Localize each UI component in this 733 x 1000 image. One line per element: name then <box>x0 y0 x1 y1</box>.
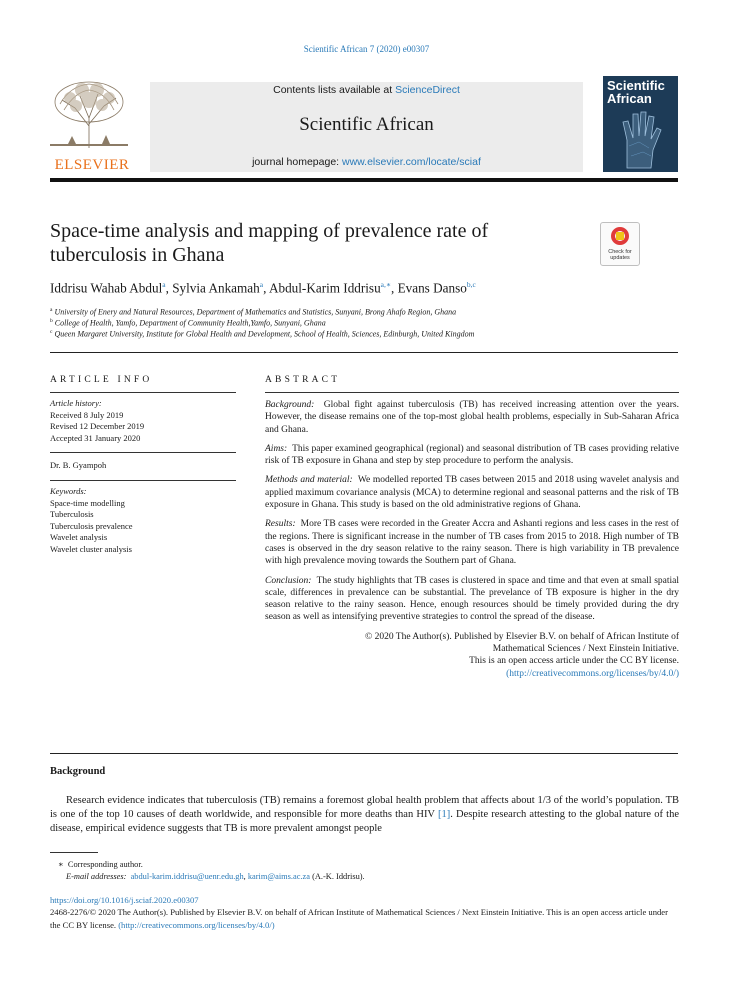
homepage-link[interactable]: www.elsevier.com/locate/sciaf <box>342 156 481 168</box>
author-name[interactable]: Iddrisu Wahab Abdul <box>50 280 163 296</box>
email-label: E-mail addresses: <box>66 872 127 882</box>
affiliation-mark: b <box>50 318 53 324</box>
author-list <box>50 280 680 296</box>
check-updates-label: Check for updates <box>608 249 632 261</box>
abstract-conclusion <box>265 575 679 624</box>
cover-title-1: Scientific <box>607 78 665 93</box>
keywords-label: Keywords: <box>50 485 87 496</box>
elsevier-tree-icon <box>50 78 128 150</box>
keyword: Space-time modelling <box>50 497 125 508</box>
abstract-end-divider <box>50 753 678 754</box>
license-line: © 2020 The Author(s). Published by Elsevier B.V. on behalf of African Institute of <box>365 631 679 642</box>
citation-link[interactable]: [1] <box>438 809 451 821</box>
affiliation-text: University of Enery and Natural Resources, Department of Mathematics and Statistics, Sunyani, Brong Ahafo Region, Ghana <box>54 307 457 317</box>
email-note <box>50 871 679 883</box>
abstract-label: Background: <box>265 400 315 410</box>
keyword: Tuberculosis <box>50 509 94 520</box>
abstract-label: Aims: <box>265 443 288 454</box>
email-link[interactable]: karim@aims.ac.za <box>247 872 310 882</box>
author-separator: , <box>390 280 398 296</box>
info-divider <box>50 480 236 481</box>
abstract-text: Global fight against tuberculosis (TB) has received increasing attention over the years. However, the disease remains one of the top-most global health problems, especially in Sub-Saharan Africa and Ghana. <box>265 400 679 435</box>
author-name[interactable]: Evans Danso <box>397 280 467 296</box>
article-info-heading: ARTICLE INFO <box>50 375 153 385</box>
affiliations-divider <box>50 352 678 353</box>
author-name[interactable]: Sylvia Ankamah <box>172 280 260 296</box>
copyright-line <box>50 906 679 931</box>
accepted-date: Accepted 31 January 2020 <box>50 432 141 443</box>
article-info-divider <box>50 392 236 393</box>
author-affiliation-mark[interactable]: b,c <box>466 280 476 289</box>
page-footer <box>50 894 679 931</box>
license-link[interactable]: (http://creativecommons.org/licenses/by/4.0/) <box>118 919 275 930</box>
footnotes <box>50 859 679 883</box>
affiliation-mark: a <box>50 307 53 313</box>
corresponding-author-note <box>50 859 679 871</box>
email-owner: (A.-K. Iddrisu). <box>309 872 365 882</box>
author-separator: , <box>263 280 269 296</box>
received-date: Received 8 July 2019 <box>50 409 124 420</box>
elsevier-wordmark: ELSEVIER <box>54 157 130 173</box>
journal-name: Scientific African <box>299 114 434 135</box>
affiliation-text: College of Health, Yamfo, Department of Community Health,Yamfo, Sunyani, Ghana <box>54 318 326 328</box>
body-text: Research evidence indicates that tuberculosis (TB) remains a foremost global health problem that affects about 1/3 of the world’s population. TB is one of the top 10 causes of death worldwide, and responsible for more deaths than HIV <box>50 795 679 821</box>
body-text: . Despite research attesting to the global nature of the disease, empirical evidence suggests that TB is more prevalent amongst people <box>50 809 679 835</box>
abstract-methods <box>265 474 679 511</box>
author-affiliation-mark[interactable]: a <box>162 280 166 289</box>
keyword: Wavelet cluster analysis <box>50 543 132 554</box>
author-separator: , <box>165 280 173 296</box>
check-for-updates-badge[interactable] <box>600 222 640 266</box>
keyword: Tuberculosis prevalence <box>50 520 133 531</box>
license-line: Mathematical Sciences / Next Einstein Initiative. <box>492 644 679 655</box>
homepage-prefix: journal homepage: <box>252 156 342 168</box>
history-label: Article history: <box>50 398 102 408</box>
section-heading: Background <box>50 766 106 777</box>
bookmark-icon <box>616 232 624 240</box>
abstract-aims <box>265 443 679 468</box>
abstract-heading: ABSTRACT <box>265 375 341 385</box>
journal-reference-link[interactable]: Scientific African 7 (2020) e00307 <box>303 44 430 54</box>
affiliation-b <box>50 318 680 328</box>
abstract-text: We modelled reported TB cases between 2015 and 2018 using wavelet analysis and applied maximum covariance analysis (MCA) to determine regional and seasonal patterns and the risk of TB exposure in Ghana. This study is based on the old administrative regions of Ghana. <box>265 475 679 511</box>
abstract-text: This paper examined geographical (regional) and seasonal distribution of TB cases providing relative risk of TB exposure in Ghana and step by step procedure to perform the analysis. <box>265 443 679 467</box>
paper-title: Space-time analysis and mapping of prevalence rate of tuberculosis in Ghana <box>50 220 489 266</box>
cover-title-2: African <box>607 91 652 106</box>
abstract-label: Methods and material: <box>265 475 353 486</box>
handling-editor: Dr. B. Gyampoh <box>50 460 107 471</box>
elsevier-logo <box>50 78 134 174</box>
copyright-text: 2468-2276/© 2020 The Author(s). Published by Elsevier B.V. on behalf of African Institute of Mathematical Sciences / Next Einstein Initiative. This is an open access article under the CC BY license. <box>50 907 668 930</box>
affiliation-c <box>50 329 680 339</box>
abstract-background <box>265 399 679 436</box>
journal-homepage-line <box>150 156 583 168</box>
abstract-divider <box>265 392 679 393</box>
email-link[interactable]: abdul-karim.iddrisu@uenr.edu.gh <box>130 872 244 882</box>
doi-link[interactable]: https://doi.org/10.1016/j.sciaf.2020.e00307 <box>50 895 199 905</box>
abstract-results <box>265 518 679 567</box>
footnote-text: Corresponding author. <box>67 860 143 869</box>
author-affiliation-mark[interactable]: a <box>259 280 264 289</box>
keyword: Wavelet analysis <box>50 532 108 543</box>
journal-reference[interactable] <box>0 44 733 54</box>
info-divider <box>50 452 236 453</box>
abstract-body <box>265 399 679 680</box>
author-affiliation-mark[interactable]: a,∗ <box>380 280 391 289</box>
affiliation-mark: c <box>50 329 53 335</box>
abstract-text: More TB cases were recorded in the Greater Accra and Ashanti regions and less cases in the rest of the regions. There is significant increase in the number of TB cases from 2015 to 2018. High number of TB cases is observed in the dry season relative to the rainy season. There is high variability in TB prevalence with high prevalence moving towards the Southern part of Ghana. <box>265 519 679 567</box>
affiliation-a <box>50 307 680 317</box>
abstract-label: Results: <box>265 519 296 530</box>
abstract-label: Conclusion: <box>265 575 312 586</box>
revised-date: Revised 12 December 2019 <box>50 421 145 432</box>
license-statement <box>265 631 679 680</box>
sciencedirect-link[interactable]: ScienceDirect <box>395 84 460 96</box>
cover-hand-icon <box>609 106 673 170</box>
license-link[interactable]: (http://creativecommons.org/licenses/by/4.0/) <box>506 668 679 679</box>
contents-prefix: Contents lists available at <box>273 84 396 96</box>
article-info <box>50 398 240 556</box>
license-line: This is an open access article under the CC BY license. <box>469 656 679 667</box>
email-separator: , <box>243 872 248 882</box>
abstract-text: The study highlights that TB cases is clustered in space and time and that even at small spatial scale, differences in prevalence can be substantial. The prevelance of TB exposure is higher in the dry season relative to the rainy season. Hence, enough resources should be timely provided during the dry season as well as intensifying preventive strategies to control the spread of the disease. <box>265 575 679 623</box>
footnote-divider <box>50 852 98 853</box>
journal-cover-image[interactable] <box>603 76 678 172</box>
header-divider <box>50 178 678 182</box>
affiliation-text: Queen Margaret University, Institute for Global Health and Development, School of Health, Sciences, Edinburgh, United Kingdom <box>54 329 475 339</box>
body-paragraph <box>50 794 679 837</box>
contents-line <box>150 84 583 96</box>
footnote-mark: ∗ <box>58 860 64 869</box>
author-name[interactable]: Abdul-Karim Iddrisu <box>268 280 381 296</box>
